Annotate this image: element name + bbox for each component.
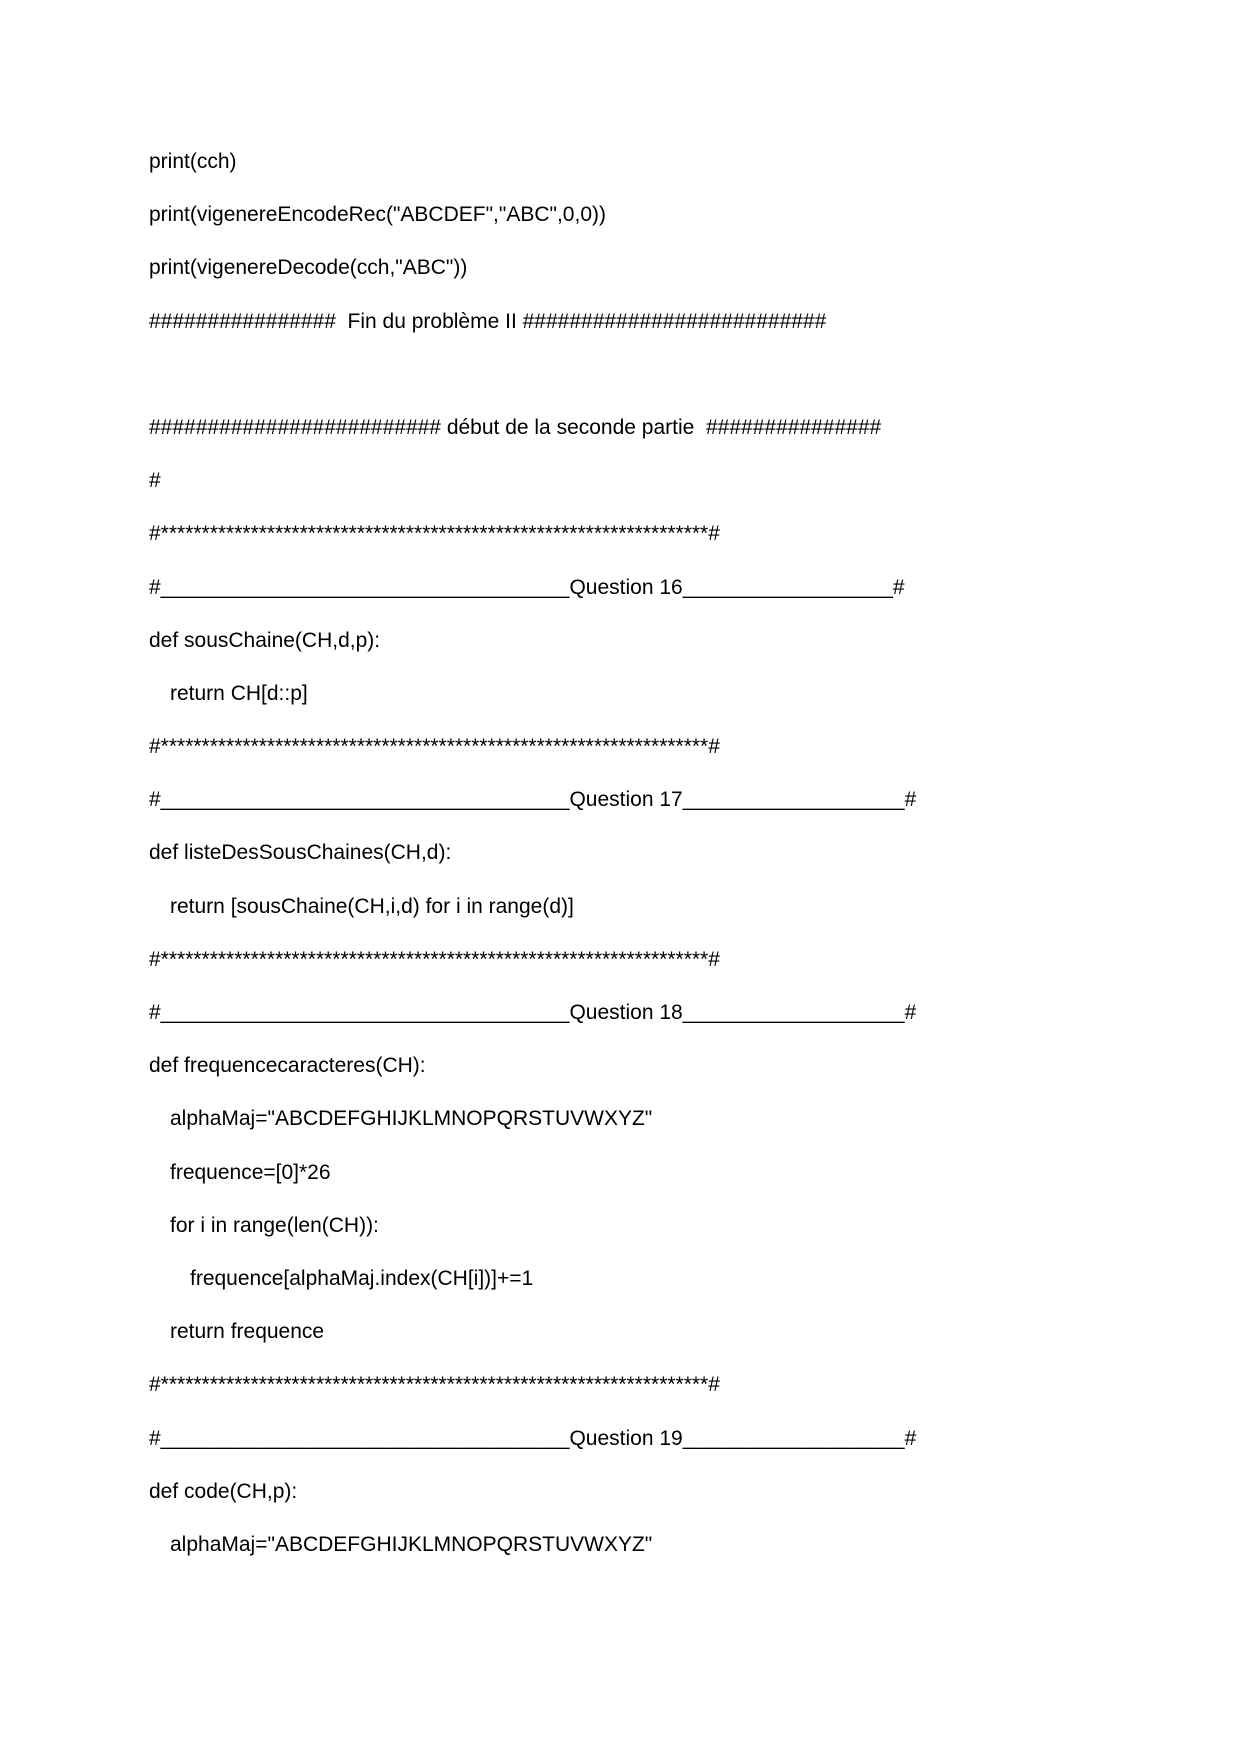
code-line: return frequence <box>170 1320 325 1344</box>
separator-line: #*******************************************************************# <box>149 1373 720 1397</box>
section-end-comment: ################ Fin du problème II ########################## <box>149 309 827 333</box>
code-line: def code(CH,p): <box>149 1479 298 1503</box>
code-line: alphaMaj="ABCDEFGHIJKLMNOPQRSTUVWXYZ" <box>170 1107 653 1131</box>
code-line: def listeDesSousChaines(CH,d): <box>149 841 452 865</box>
code-line: print(vigenereEncodeRec("ABCDEF","ABC",0,0)) <box>149 203 606 227</box>
code-line: def frequencecaracteres(CH): <box>149 1054 426 1078</box>
code-line: for i in range(len(CH)): <box>170 1213 379 1237</box>
code-line: alphaMaj="ABCDEFGHIJKLMNOPQRSTUVWXYZ" <box>170 1532 653 1556</box>
question-header: #___________________________________Question 18___________________# <box>149 1001 917 1024</box>
code-line: frequence[alphaMaj.index(CH[i])]+=1 <box>190 1266 534 1290</box>
blank-line <box>149 355 1149 408</box>
code-line: print(cch) <box>149 150 237 173</box>
code-line: def sousChaine(CH,d,p): <box>149 628 381 652</box>
comment-line: # <box>149 469 161 493</box>
separator-line: #*******************************************************************# <box>149 735 720 759</box>
question-header: #___________________________________Question 19___________________# <box>149 1426 917 1450</box>
code-line: return [sousChaine(CH,i,d) for i in range(d)] <box>170 894 574 918</box>
code-line: print(vigenereDecode(cch,"ABC")) <box>149 256 468 280</box>
question-header: #___________________________________Question 17___________________# <box>149 788 917 812</box>
separator-line: #*******************************************************************# <box>149 522 720 546</box>
question-header: #___________________________________Question 16__________________# <box>149 575 905 599</box>
code-line: return CH[d::p] <box>170 681 308 705</box>
code-listing <box>149 142 1149 1578</box>
separator-line: #*******************************************************************# <box>149 947 720 971</box>
section-start-comment: ######################### début de la seconde partie ############### <box>149 415 882 439</box>
code-line: frequence=[0]*26 <box>170 1160 331 1184</box>
